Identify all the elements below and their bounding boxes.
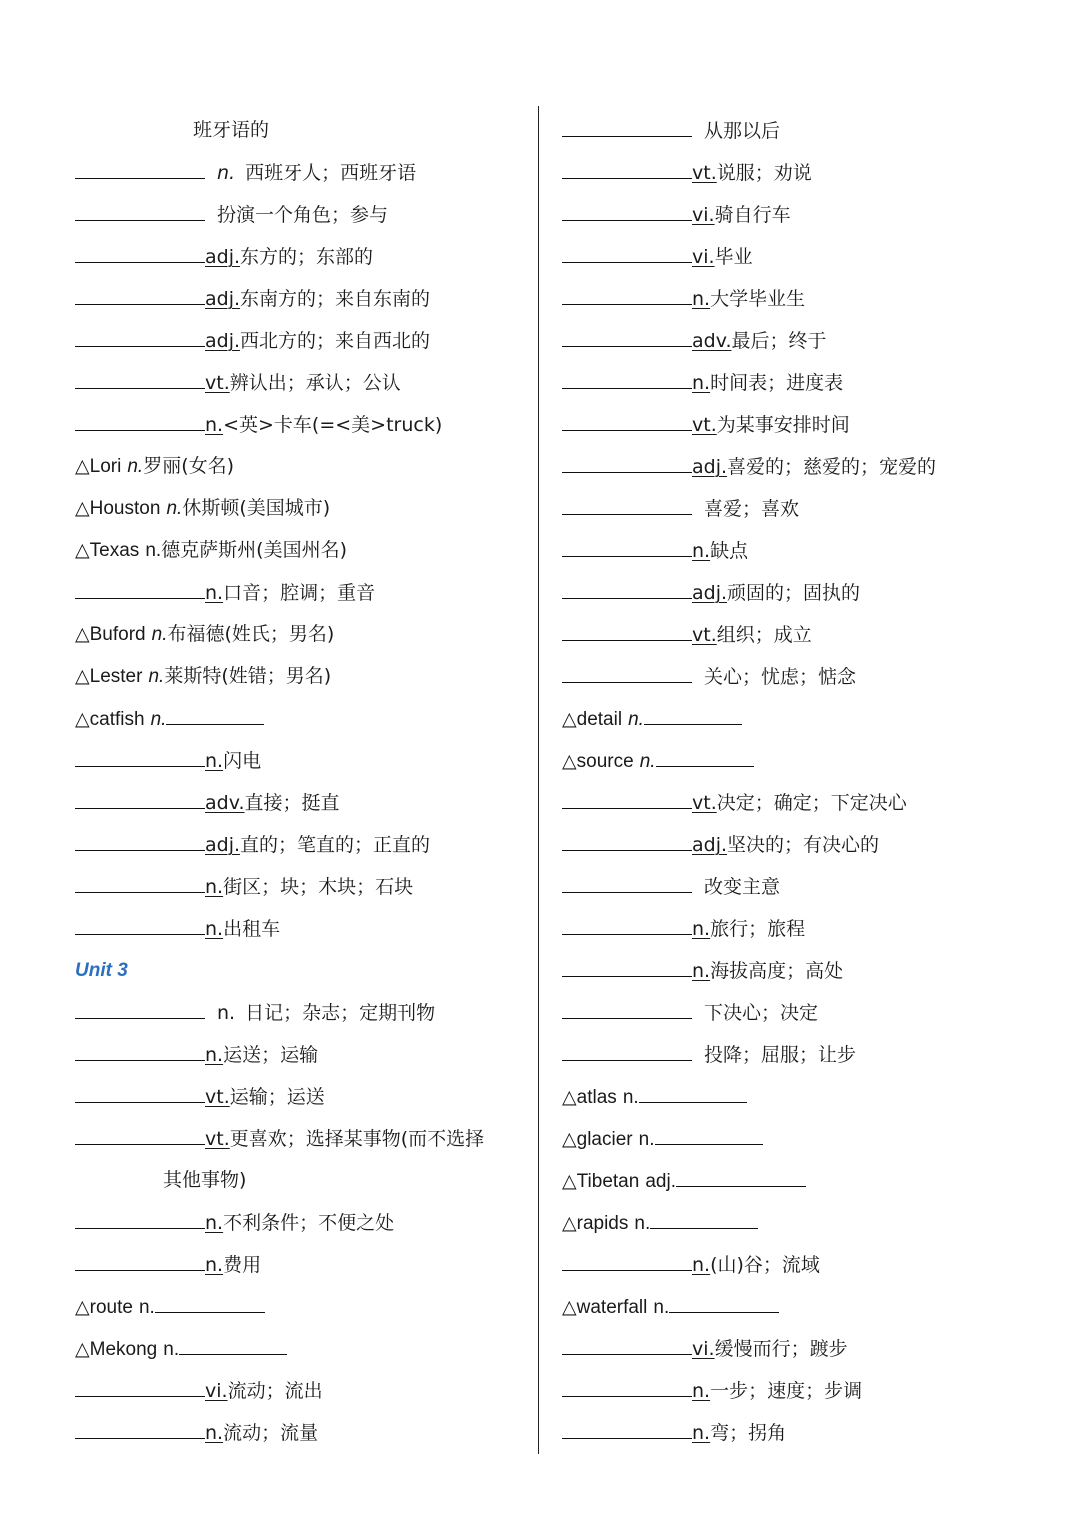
triangle-icon: △ (75, 665, 90, 687)
definition: 时间表；进度表 (710, 372, 844, 394)
vocab-row (75, 403, 530, 445)
part-of-speech: n. (692, 540, 711, 562)
definition: 最后；终于 (731, 330, 827, 352)
english-word: Lester (89, 666, 143, 687)
answer-blank[interactable] (75, 1369, 205, 1397)
part-of-speech: n. (205, 750, 224, 772)
vocab-row (75, 445, 530, 487)
vocab-row (75, 361, 530, 403)
definition: 扮演一个角色；参与 (217, 204, 389, 226)
english-word: atlas (576, 1087, 617, 1108)
answer-blank[interactable] (75, 1411, 205, 1439)
part-of-speech: n. (205, 918, 224, 940)
definition: 顽固的；固执的 (727, 582, 861, 604)
definition: <英>卡车(=<美>truck) (223, 414, 443, 436)
answer-blank[interactable] (75, 1033, 205, 1061)
definition: 下决心；决定 (704, 1002, 819, 1024)
definition: 组织；成立 (716, 624, 812, 646)
triangle-icon: △ (562, 1212, 577, 1234)
definition: 缺点 (710, 540, 749, 562)
answer-blank[interactable] (562, 235, 692, 263)
vocab-row (562, 865, 1062, 907)
definition: 流动；流出 (227, 1380, 323, 1402)
part-of-speech: adv. (692, 330, 732, 352)
vocab-row (75, 1201, 530, 1243)
definition: 毕业 (714, 246, 753, 268)
part-of-speech: adj. (692, 456, 728, 478)
vocab-row (562, 1285, 1062, 1327)
definition-continuation: 其他事物) (163, 1169, 247, 1191)
part-of-speech: adj. (205, 834, 241, 856)
definition: 东南方的；来自东南的 (240, 288, 431, 310)
vocab-row (75, 277, 530, 319)
answer-blank[interactable] (676, 1159, 806, 1187)
english-word: waterfall (576, 1297, 648, 1318)
vocab-row (562, 1369, 1062, 1411)
triangle-icon: △ (562, 1128, 577, 1150)
answer-blank[interactable] (75, 571, 205, 599)
definition: 直的；笔直的；正直的 (240, 834, 431, 856)
part-of-speech: n. (634, 1213, 651, 1234)
vocab-row (562, 151, 1062, 193)
triangle-icon: △ (562, 750, 577, 772)
answer-blank[interactable] (155, 1285, 265, 1313)
part-of-speech: vt. (205, 372, 230, 394)
definition: 辨认出；承认；公认 (229, 372, 401, 394)
definition: 费用 (223, 1254, 262, 1276)
definition: 为某事安排时间 (716, 414, 850, 436)
vocab-row (75, 235, 530, 277)
answer-blank[interactable] (562, 907, 692, 935)
vocab-row (75, 1285, 530, 1327)
definition: 运输；运送 (229, 1086, 325, 1108)
definition: 决定；确定；下定决心 (716, 792, 907, 814)
part-of-speech: n. (145, 540, 162, 561)
vocab-row (75, 865, 530, 907)
english-word: Texas (89, 540, 140, 561)
english-word: glacier (576, 1129, 633, 1150)
vocab-row (75, 1159, 530, 1201)
vocab-row (75, 1411, 530, 1453)
answer-blank[interactable] (669, 1285, 779, 1313)
answer-blank[interactable] (75, 235, 205, 263)
answer-blank[interactable] (562, 991, 692, 1019)
vocab-row (562, 571, 1062, 613)
definition: 骑自行车 (714, 204, 791, 226)
answer-blank[interactable] (75, 277, 205, 305)
part-of-speech: adj. (645, 1171, 676, 1192)
definition: 西班牙人；西班牙语 (245, 162, 417, 184)
vocab-row (75, 1327, 530, 1369)
vocab-row (75, 655, 530, 697)
vocab-row (75, 1117, 530, 1159)
triangle-icon: △ (562, 1170, 577, 1192)
definition: 德克萨斯州(美国州名) (161, 539, 347, 561)
part-of-speech: n. (205, 414, 224, 436)
triangle-icon: △ (75, 708, 90, 730)
definition: 说服；劝说 (716, 162, 812, 184)
triangle-icon: △ (75, 455, 90, 477)
part-of-speech: vt. (692, 624, 717, 646)
definition: 流动；流量 (223, 1422, 319, 1444)
part-of-speech: n. (166, 498, 183, 519)
part-of-speech: n. (217, 1002, 236, 1024)
vocab-row (562, 403, 1062, 445)
english-word: Lori (89, 456, 122, 477)
answer-blank[interactable] (75, 781, 205, 809)
part-of-speech: vt. (692, 414, 717, 436)
vocab-row (562, 1117, 1062, 1159)
definition: 布福德(姓氏；男名) (167, 623, 335, 645)
definition: 日记；杂志；定期刊物 (245, 1002, 436, 1024)
triangle-icon: △ (75, 623, 90, 645)
answer-blank[interactable] (562, 445, 692, 473)
vocab-row (562, 1327, 1062, 1369)
answer-blank[interactable] (562, 571, 692, 599)
part-of-speech: n. (205, 1044, 224, 1066)
answer-blank[interactable] (75, 403, 205, 431)
definition: 闪电 (223, 750, 262, 772)
answer-blank[interactable] (75, 907, 205, 935)
answer-blank[interactable] (562, 361, 692, 389)
part-of-speech: n. (639, 751, 656, 772)
english-word: Houston (89, 498, 161, 519)
answer-blank[interactable] (75, 865, 205, 893)
vocab-row (562, 613, 1062, 655)
answer-blank[interactable] (562, 277, 692, 305)
part-of-speech: n. (692, 372, 711, 394)
vocab-row (562, 907, 1062, 949)
vocab-row (562, 655, 1062, 697)
answer-blank[interactable] (562, 151, 692, 179)
english-word: Mekong (89, 1339, 158, 1360)
vocab-row (75, 1369, 530, 1411)
vocab-row (75, 571, 530, 613)
part-of-speech: vt. (692, 162, 717, 184)
english-word: rapids (576, 1213, 629, 1234)
triangle-icon: △ (562, 708, 577, 730)
part-of-speech: n. (205, 1212, 224, 1234)
part-of-speech: n. (151, 624, 168, 645)
definition: 罗丽(女名) (143, 455, 235, 477)
part-of-speech: vi. (205, 1380, 228, 1402)
definition: 旅行；旅程 (710, 918, 806, 940)
vocab-row (75, 193, 530, 235)
vocab-row (562, 235, 1062, 277)
part-of-speech: n. (692, 1380, 711, 1402)
part-of-speech: adj. (205, 330, 241, 352)
vocab-row (562, 529, 1062, 571)
vocab-row (75, 949, 530, 991)
left-column (75, 109, 530, 1453)
vocab-row (562, 445, 1062, 487)
definition: 东方的；东部的 (240, 246, 374, 268)
part-of-speech: n. (638, 1129, 655, 1150)
vocab-row (75, 1075, 530, 1117)
definition: 大学毕业生 (710, 288, 806, 310)
vocab-row (562, 823, 1062, 865)
english-word: detail (576, 709, 623, 730)
vocab-row (562, 1243, 1062, 1285)
part-of-speech: adv. (205, 792, 245, 814)
part-of-speech: vt. (205, 1128, 230, 1150)
answer-blank[interactable] (562, 109, 692, 137)
vocab-row (562, 487, 1062, 529)
answer-blank[interactable] (562, 193, 692, 221)
vocab-row (562, 1075, 1062, 1117)
part-of-speech: adj. (205, 246, 241, 268)
part-of-speech: vi. (692, 1338, 715, 1360)
part-of-speech: n. (692, 1422, 711, 1444)
definition: 弯；拐角 (710, 1422, 787, 1444)
answer-blank[interactable] (562, 1033, 692, 1061)
definition: 更喜欢；选择某事物(而不选择 (229, 1128, 485, 1150)
part-of-speech: vt. (692, 792, 717, 814)
vocab-row (562, 319, 1062, 361)
vocab-row (562, 949, 1062, 991)
right-column (562, 109, 1062, 1453)
vocab-row (75, 697, 530, 739)
answer-blank[interactable] (650, 1201, 758, 1229)
vocab-row (75, 1243, 530, 1285)
column-divider (538, 106, 539, 1454)
definition-continuation: 班牙语的 (193, 119, 270, 141)
part-of-speech: adj. (205, 288, 241, 310)
answer-blank[interactable] (179, 1327, 287, 1355)
definition: 从那以后 (704, 120, 781, 142)
answer-blank[interactable] (75, 739, 205, 767)
part-of-speech: n. (217, 162, 236, 184)
answer-blank[interactable] (562, 1243, 692, 1271)
answer-blank[interactable] (562, 529, 692, 557)
answer-blank[interactable] (562, 865, 692, 893)
answer-blank[interactable] (644, 697, 742, 725)
definition: 海拔高度；高处 (710, 960, 844, 982)
part-of-speech: n. (692, 960, 711, 982)
vocab-row (75, 613, 530, 655)
definition: 街区；块；木块；石块 (223, 876, 414, 898)
vocab-row (562, 1411, 1062, 1453)
answer-blank[interactable] (562, 781, 692, 809)
part-of-speech: n. (150, 709, 167, 730)
answer-blank[interactable] (75, 361, 205, 389)
triangle-icon: △ (75, 539, 90, 561)
english-word: route (89, 1297, 133, 1318)
vocab-row (75, 529, 530, 571)
answer-blank[interactable] (562, 1411, 692, 1439)
triangle-icon: △ (562, 1296, 577, 1318)
answer-blank[interactable] (75, 823, 205, 851)
vocab-row (562, 277, 1062, 319)
vocab-row (562, 739, 1062, 781)
answer-blank[interactable] (562, 319, 692, 347)
definition: 直接；挺直 (244, 792, 340, 814)
vocab-row (75, 109, 530, 151)
vocab-row (75, 781, 530, 823)
vocab-row (75, 1033, 530, 1075)
part-of-speech: vt. (205, 1086, 230, 1108)
answer-blank[interactable] (75, 1075, 205, 1103)
vocab-row (562, 1159, 1062, 1201)
answer-blank[interactable] (75, 319, 205, 347)
vocab-row (562, 697, 1062, 739)
definition: 西北方的；来自西北的 (240, 330, 431, 352)
definition: 口音；腔调；重音 (223, 582, 376, 604)
answer-blank[interactable] (75, 991, 205, 1019)
triangle-icon: △ (75, 1296, 90, 1318)
part-of-speech: n. (628, 709, 644, 730)
triangle-icon: △ (562, 1086, 577, 1108)
answer-blank[interactable] (75, 1117, 205, 1145)
vocab-row (75, 739, 530, 781)
vocab-row (562, 109, 1062, 151)
part-of-speech: n. (127, 456, 144, 477)
english-word: catfish (89, 709, 145, 730)
vocab-row (75, 991, 530, 1033)
part-of-speech: n. (692, 918, 711, 940)
answer-blank[interactable] (75, 1243, 205, 1271)
definition: 喜爱的；慈爱的；宠爱的 (727, 456, 937, 478)
answer-blank[interactable] (166, 697, 264, 725)
definition: 喜爱；喜欢 (704, 498, 800, 520)
part-of-speech: n. (653, 1297, 670, 1318)
vocab-row (75, 487, 530, 529)
part-of-speech: adj. (692, 582, 728, 604)
definition: 改变主意 (704, 876, 781, 898)
part-of-speech: n. (205, 582, 224, 604)
answer-blank[interactable] (562, 613, 692, 641)
answer-blank[interactable] (562, 823, 692, 851)
vocab-row (75, 907, 530, 949)
definition: (山)谷；流域 (710, 1254, 820, 1276)
english-word: source (576, 751, 634, 772)
part-of-speech: n. (692, 1254, 711, 1276)
definition: 莱斯特(姓错；男名) (164, 665, 332, 687)
part-of-speech: n. (205, 1254, 224, 1276)
vocab-row (75, 151, 530, 193)
unit-heading: Unit 3 (75, 960, 128, 981)
answer-blank[interactable] (75, 1201, 205, 1229)
english-word: Buford (89, 624, 146, 645)
part-of-speech: n. (692, 288, 711, 310)
definition: 出租车 (223, 918, 281, 940)
definition: 休斯顿(美国城市) (182, 497, 331, 519)
definition: 运送；运输 (223, 1044, 319, 1066)
answer-blank[interactable] (562, 403, 692, 431)
vocab-row (562, 991, 1062, 1033)
definition: 一步；速度；步调 (710, 1380, 863, 1402)
part-of-speech: n. (205, 1422, 224, 1444)
vocab-row (562, 361, 1062, 403)
part-of-speech: vi. (692, 246, 715, 268)
part-of-speech: n. (148, 666, 165, 687)
answer-blank[interactable] (562, 655, 692, 683)
vocab-row (562, 1201, 1062, 1243)
part-of-speech: n. (622, 1087, 639, 1108)
answer-blank[interactable] (639, 1075, 747, 1103)
definition: 缓慢而行；踱步 (714, 1338, 848, 1360)
vocab-row (75, 319, 530, 361)
part-of-speech: adj. (692, 834, 728, 856)
part-of-speech: n. (163, 1339, 180, 1360)
part-of-speech: n. (138, 1297, 155, 1318)
answer-blank[interactable] (562, 1327, 692, 1355)
answer-blank[interactable] (75, 193, 205, 221)
answer-blank[interactable] (562, 949, 692, 977)
triangle-icon: △ (75, 1338, 90, 1360)
vocab-row (562, 781, 1062, 823)
definition: 不利条件；不便之处 (223, 1212, 395, 1234)
answer-blank[interactable] (656, 739, 754, 767)
english-word: Tibetan (576, 1171, 640, 1192)
answer-blank[interactable] (562, 1369, 692, 1397)
definition: 投降；屈服；让步 (704, 1044, 857, 1066)
part-of-speech: n. (205, 876, 224, 898)
part-of-speech: vi. (692, 204, 715, 226)
triangle-icon: △ (75, 497, 90, 519)
vocab-row (562, 1033, 1062, 1075)
answer-blank[interactable] (562, 487, 692, 515)
vocab-row (562, 193, 1062, 235)
answer-blank[interactable] (655, 1117, 763, 1145)
vocab-row (75, 823, 530, 865)
answer-blank[interactable] (75, 151, 205, 179)
definition: 坚决的；有决心的 (727, 834, 880, 856)
definition: 关心；忧虑；惦念 (704, 666, 857, 688)
